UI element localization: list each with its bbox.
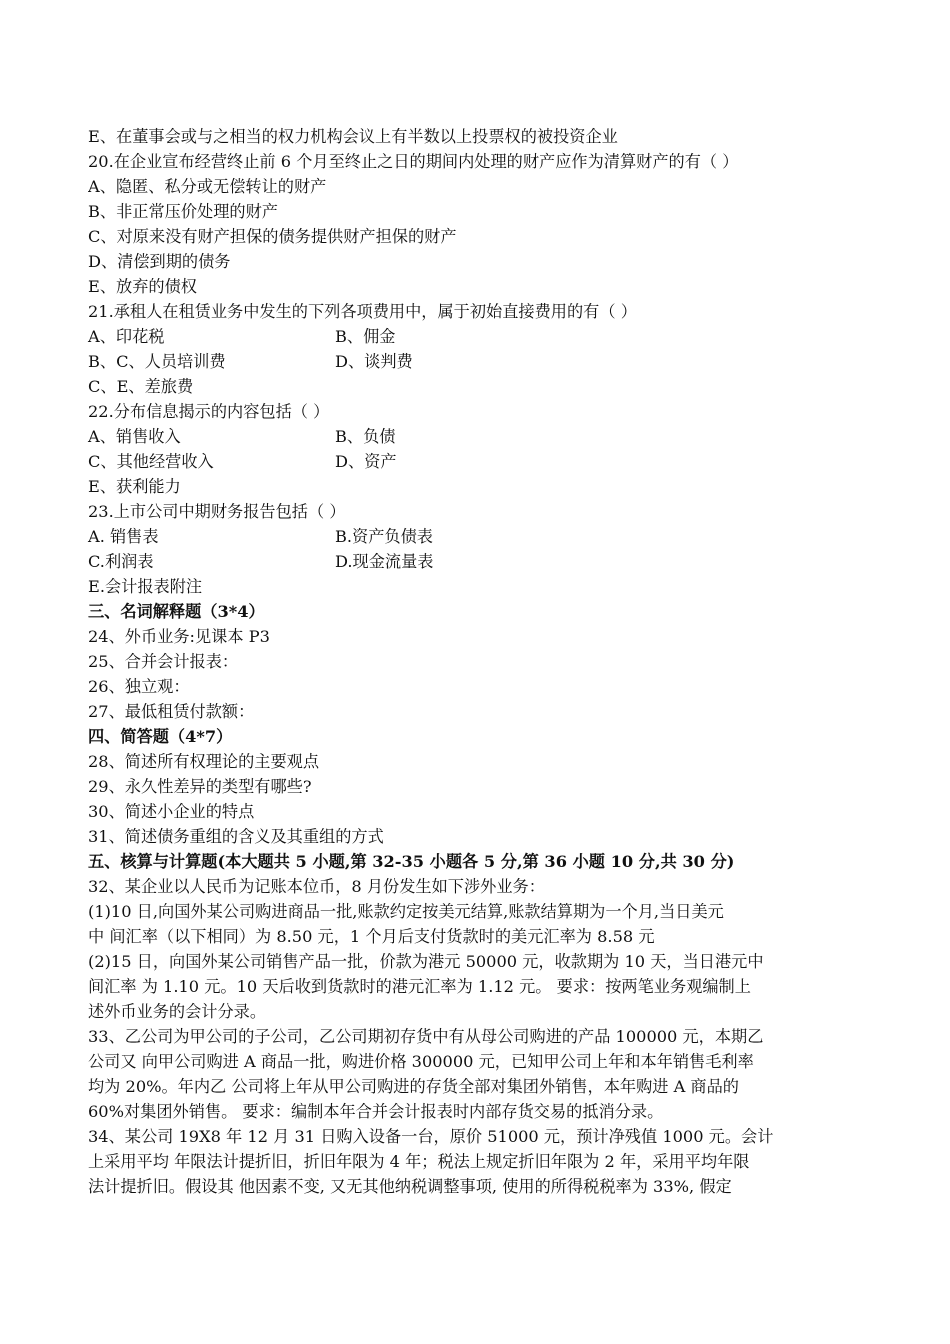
- section-4-heading: 四、简答题（4*7）: [88, 727, 233, 746]
- q22-option-c: C、其他经营收入: [88, 452, 214, 471]
- q23-stem: 23.上市公司中期财务报告包括（ ）: [88, 502, 346, 521]
- q21-option-e: C、E、差旅费: [88, 377, 194, 396]
- q22-option-d: D、资产: [335, 452, 397, 471]
- q33-line-2: 公司又 向甲公司购进 A 商品一批，购进价格 300000 元，已知甲公司上年和本年销售毛利率: [88, 1052, 754, 1071]
- q34-line-1: 34、某公司 19X8 年 12 月 31 日购入设备一台，原价 51000 元，预计净残值 1000 元。会计: [88, 1127, 774, 1146]
- q23-options-row-1: [88, 524, 868, 549]
- q22-option-b: B、负债: [335, 427, 396, 446]
- q34-line-2: 上采用平均 年限法计提折旧，折旧年限为 4 年；税法上规定折旧年限为 2 年，采用平均年限: [88, 1152, 750, 1171]
- q20-option-e: E、放弃的债权: [88, 277, 197, 296]
- section-3-heading: 三、名词解释题（3*4）: [88, 602, 265, 621]
- q23-option-d: D.现金流量表: [335, 552, 434, 571]
- q27-text: 27、最低租赁付款额：: [88, 702, 255, 721]
- q23-option-c: C.利润表: [88, 552, 154, 571]
- q24-text: 24、外币业务:见课本 P3: [88, 627, 270, 646]
- q33-line-1: 33、乙公司为甲公司的子公司，乙公司期初存货中有从母公司购进的产品 100000 元，本期乙: [88, 1027, 764, 1046]
- q33-line-3: 均为 20%。年内乙 公司将上年从甲公司购进的存货全部对集团外销售，本年购进 A 商品的: [88, 1077, 739, 1096]
- q34-line-3: 法计提折旧。假设其 他因素不变, 又无其他纳税调整事项, 使用的所得税税率为 33%, 假定: [88, 1177, 732, 1196]
- q20-option-b: B、非正常压价处理的财产: [88, 202, 278, 221]
- q23-option-b: B.资产负债表: [335, 527, 433, 546]
- q20-option-d: D、清偿到期的债务: [88, 252, 231, 271]
- q22-options-row-2: [88, 449, 868, 474]
- q31-text: 31、简述债务重组的含义及其重组的方式: [88, 827, 384, 846]
- q32-line-2: 中 间汇率（以下相同）为 8.50 元，1 个月后支付货款时的美元汇率为 8.58 元: [88, 927, 655, 946]
- q20-option-a: A、隐匿、私分或无偿转让的财产: [88, 177, 327, 196]
- q32-line-3: (2)15 日，向国外某公司销售产品一批，价款为港元 50000 元，收款期为 10 天，当日港元中: [88, 952, 764, 971]
- q21-option-d: D、谈判费: [335, 352, 413, 371]
- q20-stem: 20.在企业宣布经营终止前 6 个月至终止之日的期间内处理的财产应作为清算财产的有（ ）: [88, 152, 739, 171]
- q32-line-1: (1)10 日,向国外某公司购进商品一批,账款约定按美元结算,账款结算期为一个月,当日美元: [88, 902, 724, 921]
- q21-stem: 21.承租人在租赁业务中发生的下列各项费用中，属于初始直接费用的有（ ）: [88, 302, 637, 321]
- q22-stem: 22.分布信息揭示的内容包括（ ）: [88, 402, 330, 421]
- q29-text: 29、永久性差异的类型有哪些?: [88, 777, 312, 796]
- q28-text: 28、简述所有权理论的主要观点: [88, 752, 320, 771]
- q33-line-4: 60%对集团外销售。 要求：编制本年合并会计报表时内部存货交易的抵消分录。: [88, 1102, 664, 1121]
- q19-option-e: E、在董事会或与之相当的权力机构会议上有半数以上投票权的被投资企业: [88, 127, 618, 146]
- q22-option-e: E、获利能力: [88, 477, 181, 496]
- q22-option-a: A、销售收入: [88, 427, 181, 446]
- q20-option-c: C、对原来没有财产担保的债务提供财产担保的财产: [88, 227, 457, 246]
- q21-option-a: A、印花税: [88, 327, 165, 346]
- section-5-heading: 五、核算与计算题(本大题共 5 小题,第 32-35 小题各 5 分,第 36 小题 10 分,共 30 分): [88, 852, 735, 871]
- q25-text: 25、合并会计报表：: [88, 652, 239, 671]
- q21-options-row-2: [88, 349, 868, 374]
- q23-options-row-2: [88, 549, 868, 574]
- q32-intro: 32、某企业以人民币为记账本位币，8 月份发生如下涉外业务：: [88, 877, 545, 896]
- q23-option-a: A. 销售表: [88, 527, 159, 546]
- q26-text: 26、独立观：: [88, 677, 190, 696]
- q21-options-row-1: [88, 324, 868, 349]
- q21-option-b: B、佣金: [335, 327, 396, 346]
- q23-option-e: E.会计报表附注: [88, 577, 203, 596]
- q22-options-row-1: [88, 424, 868, 449]
- q30-text: 30、简述小企业的特点: [88, 802, 255, 821]
- q32-line-5: 述外币业务的会计分录。: [88, 1002, 267, 1021]
- q32-line-4: 间汇率 为 1.10 元。10 天后收到货款时的港元汇率为 1.12 元。 要求：按两笔业务观编制上: [88, 977, 751, 996]
- document-page: [88, 124, 868, 1199]
- q21-option-c: B、C、人员培训费: [88, 352, 226, 371]
